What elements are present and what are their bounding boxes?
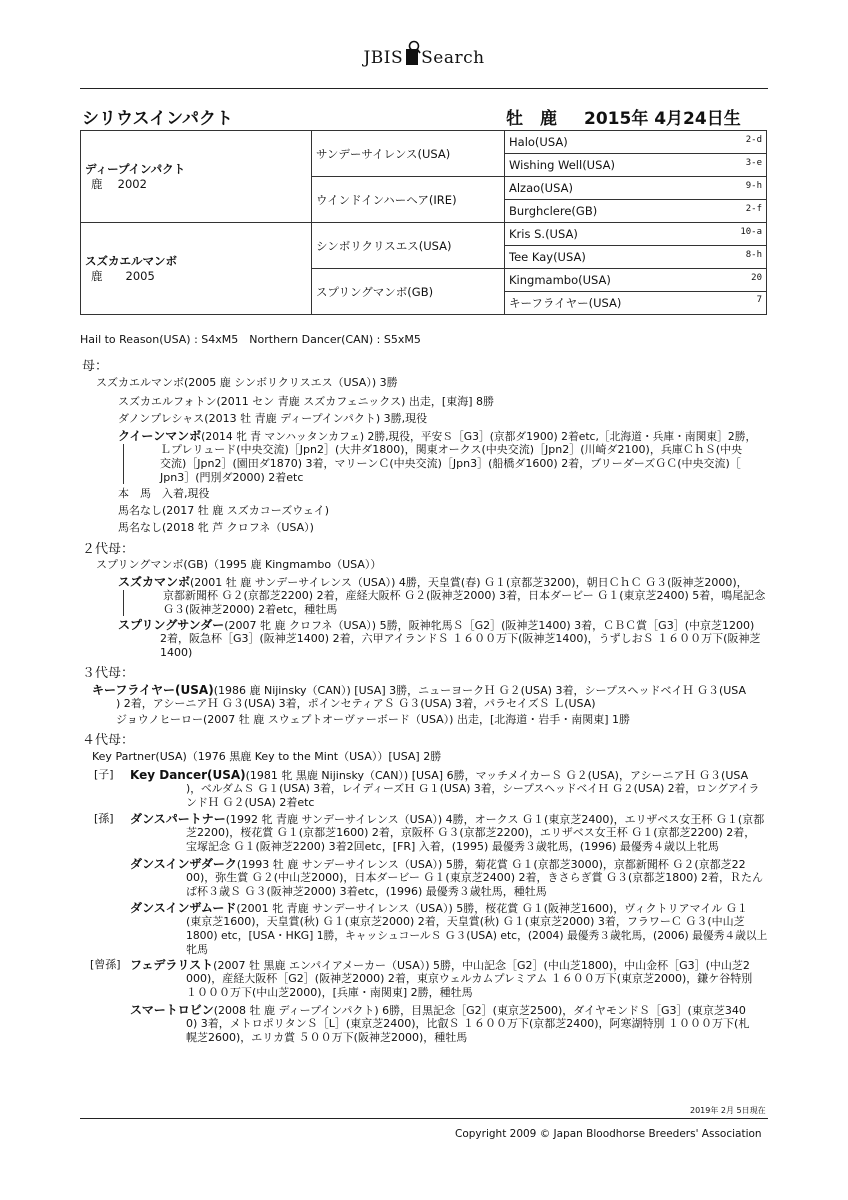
dam-line: スズカエルマンボ(2005 鹿 シンボリクリスエス（USA）) 3勝 — [96, 376, 398, 389]
progeny-record: (2007 牝 鹿 クロフネ（USA）) 5勝，阪神牝馬Ｓ［G2］(阪神芝1400) 3着，ＣＢＣ賞［G3］(中京芝1200) — [224, 619, 755, 632]
progeny-line — [130, 1003, 746, 1018]
family-number: 7 — [756, 295, 762, 305]
ancestor-cell — [505, 131, 767, 154]
progeny-name: Key Dancer(USA) — [130, 768, 246, 782]
record-line: 宝塚記念 Ｇ１(阪神芝2200) 3着2回etc，[FR] 入着，(1995) 最優秀３歳牝馬，(1996) 最優秀４歳以上牝馬 — [186, 840, 719, 853]
family-number: 9-h — [745, 181, 762, 191]
progeny-record: (1981 牝 黒鹿 Nijinsky（CAN）) [USA] 6勝，マッチメイカーＳ Ｇ２(USA)，アシーニアＨ Ｇ３(USA — [245, 769, 749, 782]
header-rule — [80, 88, 768, 89]
record-line: 0) 3着，メトロポリタンＳ［L］(東京芝2400)，比叡Ｓ １６００万下(京都芝2400)，阿寒湖特別 １０００万下(札 — [186, 1017, 750, 1030]
sibling-record: (2014 牝 青 マンハッタンカフェ) 2勝,現役，平安Ｓ［G3］(京都ダ1900) 2着etc,［北海道・兵庫・南関東］2勝， — [201, 430, 757, 443]
record-line: Ｇ３(阪神芝2000) 2着etc，種牡馬 — [163, 603, 338, 616]
bracket-line — [123, 444, 124, 484]
sire-year: 鹿 2002 — [91, 176, 147, 191]
record-line: 幌芝2600)，エリカ賞 ５００万下(阪神芝2000)，種牡馬 — [186, 1031, 468, 1044]
ancestor-name: Kingmambo(USA) — [509, 273, 611, 287]
record-line: ぱ杯３歳Ｓ Ｇ３(阪神芝2000) 3着etc，(1996) 最優秀３歳牡馬，種牡馬 — [186, 885, 547, 898]
sibling-line: 馬名なし(2018 牝 芦 クロフネ（USA）) — [118, 521, 314, 534]
progeny-record: (2007 牡 黒鹿 エンパイアメーカー（USA）) 5勝，中山記念［G2］(中山芝1800)，中山金杯［G3］(中山芝2 — [213, 959, 750, 972]
sire-sire: サンデーサイレンス(USA) — [312, 131, 505, 177]
family-number: 3-e — [745, 158, 762, 168]
dam-line: スプリングマンボ(GB)（1995 鹿 Kingmambo（USA）） — [96, 558, 382, 571]
dam-cell — [81, 223, 312, 315]
section-3rd-dam: ３代母： — [82, 666, 135, 681]
progeny-line — [130, 958, 750, 973]
family-number: 2-d — [745, 135, 762, 145]
bracket-line — [123, 590, 124, 616]
progeny-name: スズカマンボ — [118, 575, 191, 589]
dam-year: 鹿 2005 — [91, 268, 155, 283]
ancestor-name: キーフライヤー(USA) — [509, 296, 622, 310]
logo-text: JBIS — [363, 48, 404, 68]
progeny-line — [130, 901, 748, 916]
record-line: 2着，阪急杯［G3］(阪神芝1400) 2着，六甲アイランドＳ １６００万下(阪神芝1400)，うずしおＳ １６００万下(阪神芝 — [160, 632, 761, 645]
horse-sex-color: 牡 鹿 — [506, 109, 557, 129]
jbis-logo — [0, 40, 848, 68]
family-number: 8-h — [745, 250, 762, 260]
record-line: 1800) etc，[USA・HKG] 1勝，キャッシュコールＳ Ｇ３(USA) etc，(2004) 最優秀３歳牝馬，(2006) 最優秀４歳以上 — [186, 929, 768, 942]
progeny-record: (1992 牝 青鹿 サンデーサイレンス（USA）) 4勝，オークス Ｇ１(東京芝2400)，エリザベス女王杯 Ｇ１(京都 — [225, 813, 765, 826]
dam-name: キーフライヤー(USA) — [92, 683, 214, 697]
progeny-line: ジョウノヒーロー(2007 牡 鹿 スウェプトオーヴァーボード（USA）) 出走，[北海道・岩手・南関東] 1勝 — [116, 713, 631, 726]
progeny-line — [130, 812, 764, 827]
ancestor-cell — [505, 246, 767, 269]
sibling-line: 本 馬 入着,現役 — [118, 487, 210, 500]
family-number: 20 — [751, 273, 762, 283]
ancestor-name: Burghclere(GB) — [509, 204, 598, 218]
inbreeding-cross: Hail to Reason(USA) : S4xM5 Northern Dancer(CAN) : S5xM5 — [80, 333, 421, 346]
sibling-line: 馬名なし(2017 牡 鹿 スズカコーズウェイ) — [118, 504, 330, 517]
ancestor-cell — [505, 223, 767, 246]
record-line: (東京芝1600)，天皇賞(秋) Ｇ１(東京芝2000) 2着，天皇賞(秋) Ｇ１(東京芝2000) 3着，フラワーＣ Ｇ３(中山芝 — [186, 915, 745, 928]
generation-tag: [曾孫] — [90, 958, 121, 971]
as-of-date: 2019年 2月 5日現在 — [690, 1106, 766, 1115]
progeny-name: フェデラリスト — [130, 958, 214, 972]
record-line: 交流)［Jpn2］(園田ダ1870) 3着，マリーンＣ(中央交流)［Jpn3］(船橋ダ1600) 2着，ブリーダーズＧＣ(中央交流)［ — [160, 457, 741, 470]
record-line: 1400) — [160, 646, 193, 659]
horse-name: シリウスインパクト — [82, 109, 233, 129]
family-number: 10-a — [740, 227, 762, 237]
sibling-line — [118, 429, 756, 444]
record-line: ) 2着，アシーニアＨ Ｇ３(USA) 3着，ポインセティアＳ Ｇ３(USA) 3着，パラセイズＳ Ｌ(USA) — [116, 697, 596, 710]
sibling-line: ダノンプレシャス(2013 牡 青鹿 ディープインパクト) 3勝,現役 — [118, 412, 428, 425]
progeny-record: (2008 牡 鹿 ディープインパクト) 6勝，目黒記念［G2］(東京芝2500)，ダイヤモンドＳ［G3］(東京芝340 — [213, 1004, 746, 1017]
record-line: Ｌプレリュード(中央交流)［Jpn2］(大井ダ1800)，関東オークス(中央交流)［Jpn2］(川崎ダ2100)，兵庫ＣｈＳ(中央 — [160, 443, 743, 456]
progeny-record: (1993 牡 鹿 サンデーサイレンス（USA）) 5勝，菊花賞 Ｇ１(京都芝3000)，京都新聞杯 Ｇ２(京都芝22 — [236, 858, 746, 871]
sire-name: ディープインパクト — [85, 161, 186, 176]
ancestor-name: Wishing Well(USA) — [509, 158, 615, 172]
logo-horse-icon — [403, 40, 421, 66]
record-line: 00)，弥生賞 Ｇ２(中山芝2000)，日本ダービー Ｇ１(東京芝2400) 2着，きさらぎ賞 Ｇ３(京都芝1800) 2着，Ｒたん — [186, 871, 764, 884]
dam-line — [92, 683, 746, 698]
ancestor-cell — [505, 292, 767, 315]
copyright: Copyright 2009 © Japan Bloodhorse Breeders' Association — [455, 1128, 762, 1140]
generation-tag: [孫] — [94, 812, 114, 825]
dam-line: Key Partner(USA)（1976 黒鹿 Key to the Mint（USA））[USA] 2勝 — [92, 750, 442, 763]
pedigree-table — [80, 130, 767, 315]
record-line: 京都新聞杯 Ｇ２(京都芝2200) 2着，産経大阪杯 Ｇ２(阪神芝2000) 3着，日本ダービー Ｇ１(東京芝2400) 5着，鳴尾記念 — [163, 589, 766, 602]
ancestor-cell — [505, 154, 767, 177]
progeny-record: (2001 牡 鹿 サンデーサイレンス（USA）) 4勝，天皇賞(春) Ｇ１(京都芝3200)，朝日ＣｈＣ Ｇ３(阪神芝2000)， — [190, 576, 748, 589]
progeny-name: ダンスインザムード — [130, 901, 237, 915]
progeny-record: (2001 牝 青鹿 サンデーサイレンス（USA）) 5勝，桜花賞 Ｇ１(阪神芝1600)，ヴィクトリアマイル Ｇ１ — [236, 902, 748, 915]
progeny-name: スプリングサンダー — [118, 618, 225, 632]
dam-sire: シンボリクリスエス(USA) — [312, 223, 505, 269]
record-line: 芝2200)，桜花賞 Ｇ１(京都芝1600) 2着，京阪杯 Ｇ３(京都芝2200)，エリザベス女王杯 Ｇ１(京都芝2200) 2着， — [186, 826, 756, 839]
progeny-line — [118, 575, 748, 590]
record-line: ンドＨ Ｇ２(USA) 2着etc — [186, 796, 315, 809]
family-number: 2-f — [745, 204, 762, 214]
record-line: 000)，産経大阪杯［G2］(阪神芝2000) 2着，東京ウェルカムプレミアム １６００万下(東京芝2000)，鎌ケ谷特別 — [186, 972, 753, 985]
progeny-name: ダンスパートナー — [130, 812, 226, 826]
dam-name: スズカエルマンボ — [85, 253, 177, 268]
record-line: )，ベルダムＳ Ｇ１(USA) 3着，レイディーズＨ Ｇ１(USA) 3着，シープスヘッドベイＨ Ｇ２(USA) 2着，ロングアイラ — [186, 782, 760, 795]
ancestor-name: Alzao(USA) — [509, 181, 573, 195]
dam-dam: スプリングマンボ(GB) — [312, 269, 505, 315]
sire-cell — [81, 131, 312, 223]
logo-suffix: Search — [421, 48, 485, 68]
progeny-line — [118, 618, 754, 633]
ancestor-name: Halo(USA) — [509, 135, 568, 149]
section-2nd-dam: ２代母： — [82, 542, 135, 557]
footer-rule — [80, 1118, 768, 1119]
record-line: Jpn3］(門別ダ2000) 2着etc — [160, 471, 304, 484]
ancestor-cell — [505, 177, 767, 200]
progeny-line — [130, 857, 746, 872]
dam-record: (1986 鹿 Nijinsky（CAN）) [USA] 3勝，ニューヨークＨ Ｇ２(USA) 3着，シープスヘッドベイＨ Ｇ３(USA — [213, 684, 747, 697]
sibling-line: スズカエルフォトン(2011 セン 青鹿 スズカフェニックス) 出走，[東海] 8勝 — [118, 395, 494, 408]
progeny-name: スマートロビン — [130, 1003, 214, 1017]
progeny-line — [130, 768, 748, 783]
record-line: 牝馬 — [186, 943, 208, 956]
sire-dam: ウインドインハーヘア(IRE) — [312, 177, 505, 223]
ancestor-name: Tee Kay(USA) — [509, 250, 586, 264]
ancestor-cell — [505, 200, 767, 223]
section-dam: 母： — [82, 359, 109, 374]
generation-tag: [子] — [94, 768, 114, 781]
record-line: １０００万下(中山芝2000)，[兵庫・南関東] 2勝，種牡馬 — [186, 986, 473, 999]
progeny-name: ダンスインザダーク — [130, 857, 237, 871]
horse-birthdate: 2015年 4月24日生 — [584, 109, 741, 129]
ancestor-cell — [505, 269, 767, 292]
sibling-name: クイーンマンボ — [118, 429, 202, 443]
ancestor-name: Kris S.(USA) — [509, 227, 578, 241]
section-4th-dam: ４代母： — [82, 733, 135, 748]
